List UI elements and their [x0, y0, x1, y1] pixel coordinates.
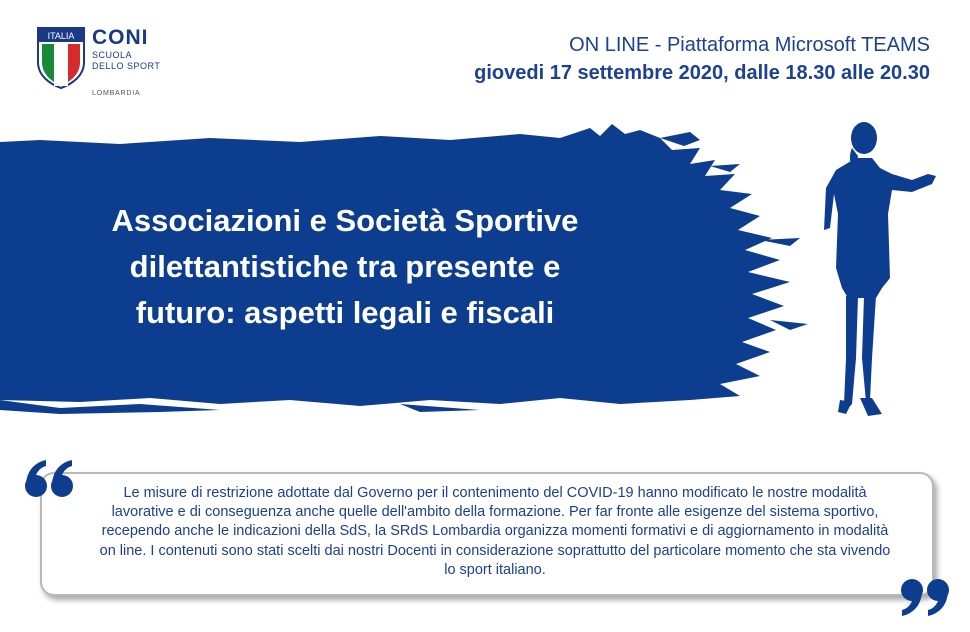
title-line-3: futuro: aspetti legali e fiscali: [135, 295, 555, 330]
event-date-time: giovedi 17 settembre 2020, dalle 18.30 alle 20.30: [474, 62, 930, 84]
quote-text: Le misure di restrizione adottate dal Governo per il contenimento del COVID-19 hanno modificato le nostre modalità lavorative e di conseguenza anche quelle dell'ambito della formazione. Per far fronte alle esigenze del sistema sportivo, recependo anche le indicazioni della SdS, la SRdS Lombardia organizza momenti formativi e di aggiornamento in modalità on line. I contenuti sono stati scelti dai nostri Docenti in considerazione soprattutto del particolare momento che sta vivendo lo sport italiano.: [99, 485, 891, 578]
presenter-silhouette-icon: [812, 118, 952, 424]
logo-region: LOMBARDIA: [92, 90, 141, 97]
title-line-2: dilettantistiche tra presente e: [129, 249, 561, 284]
title-line-1: Associazioni e Società Sportive: [111, 203, 579, 238]
open-quote-icon: [22, 456, 78, 502]
logo-line2: DELLO SPORT: [92, 61, 161, 71]
event-info: [474, 33, 930, 87]
logo-name: CONI: [92, 26, 149, 49]
coni-shield-icon: [36, 26, 86, 90]
shield-label: ITALIA: [47, 31, 75, 41]
coni-logo: [36, 26, 176, 106]
close-quote-icon: [896, 574, 952, 620]
logo-line1: SCUOLA: [92, 50, 133, 60]
event-platform: ON LINE - Piattaforma Microsoft TEAMS: [569, 34, 930, 56]
page-title: [40, 198, 650, 336]
